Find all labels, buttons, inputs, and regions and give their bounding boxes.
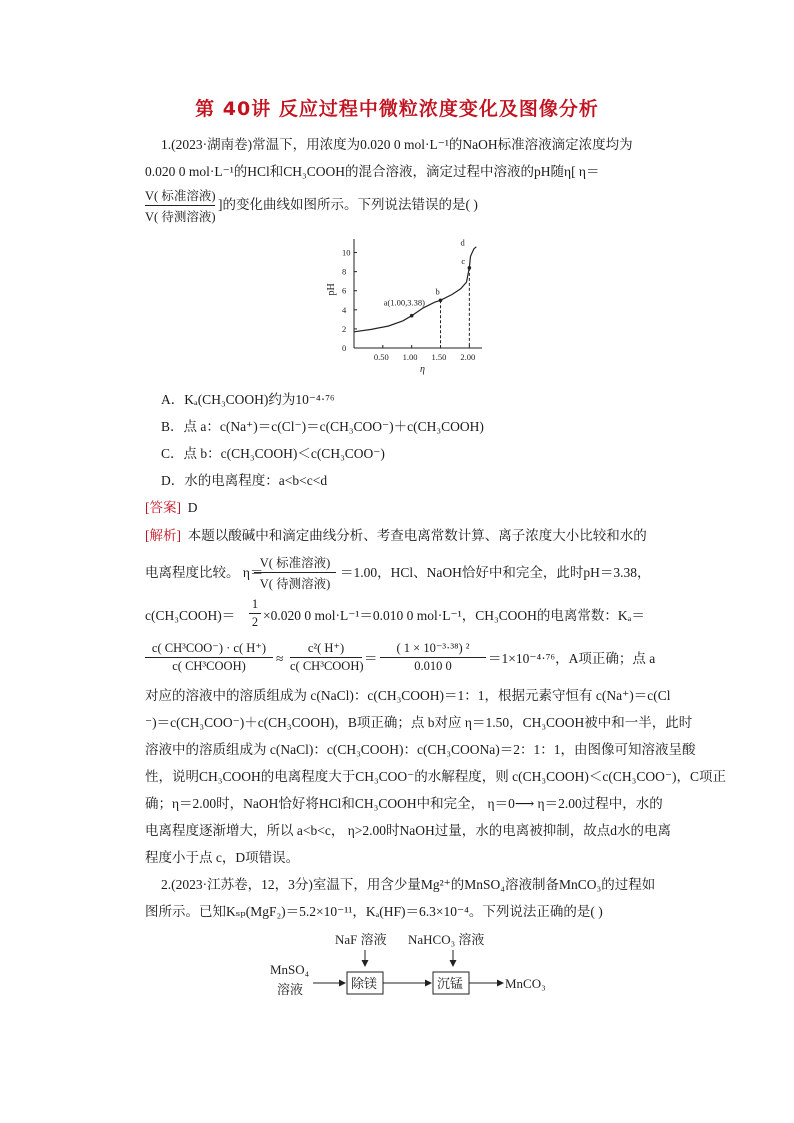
process-flow-diagram [265,928,565,1008]
x-tick-label: 1.50 [431,352,447,362]
ka3-num: ( 1 × 10⁻³·³⁸) ² [396,641,470,655]
half-fraction [249,597,261,630]
data-point [468,266,472,270]
analysis-line2-tail: ＝1.00，HCl、NaOH恰好中和完全，此时pH＝3.38， [340,565,651,580]
reagent2-label: NaHCO₃ 溶液 [408,932,485,947]
analysis-line6: ⁻)＝c(CH₃COO⁻)＋c(CH₃COOH)，B项正确；点 b对应 η＝1.50，CH₃COOH被中和一半，此时 [145,715,693,730]
q1-eta-fraction [145,186,215,225]
q1-line3: ]的变化曲线如图所示。下列说法错误的是( ) [218,197,478,212]
option-b: B．点 a：c(Na⁺)＝c(Cl⁻)＝c(CH₃COO⁻)＋c(CH₃COOH) [161,419,484,434]
q2-line1: 2.(2023·江苏卷，12，3分)室温下，用含少量Mg²⁺的MnSO₄溶液制备MnCO₃的过程如 [161,877,656,892]
box1-label: 除镁 [351,976,378,991]
ka-fraction-1 [145,640,273,674]
analysis-line9: 确；η＝2.00时，NaOH恰好将HCl和CH₃COOH中和完全， η＝0⟶ η＝2.00过程中，水的 [145,796,663,811]
chart-guides [441,268,470,348]
y-tick-label: 2 [342,323,347,334]
analysis-line3-head: c(CH₃COOH)＝ [145,608,236,623]
half-den: 2 [251,615,259,629]
analysis-line8: 性，说明CH₃COOH的电离程度大于CH₃COO⁻的水解程度，则 c(CH₃COOH)＜c(CH₃COO⁻)，C项正 [145,769,726,784]
analysis-line5: 对应的溶液中的溶质组成为 c(NaCl)：c(CH₃COOH)＝1：1，根据元素守恒有 c(Na⁺)＝c(Cl [145,688,671,703]
point-label: c [461,255,466,266]
q2-line2: 图所示。已知Kₛₚ(MgF₂)＝5.2×10⁻¹¹，Kₐ(HF)＝6.3×10⁻⁴。下列说法正确的是( ) [145,904,603,919]
data-point [410,314,414,318]
ka-tail: ＝1×10⁻⁴·⁷⁶，A项正确；点 a [488,651,656,666]
answer-value: D [187,500,198,515]
y-tick-label: 6 [342,285,347,296]
half-num: 1 [251,597,259,611]
q1-line2: 0.020 0 mol·L⁻¹的HCl和CH₃COOH的混合溶液，滴定过程中溶液的pH随η[ η＝ [145,164,600,179]
q1-frac-den: V( 待测溶液) [145,210,216,224]
titration-chart [328,235,488,375]
y-tick-label: 8 [342,266,347,277]
analysis-line7: 溶液中的溶质组成为 c(NaCl)：c(CH₃COOH)：c(CH₃COONa)＝2：1：1，由图像可知溶液呈酸 [145,742,696,757]
ka2-num: c²( H⁺) [307,641,345,655]
option-a: A．Kₐ(CH₃COOH)约为10⁻⁴·⁷⁶ [161,392,335,407]
y-tick-label: 4 [342,304,347,315]
page-title: 第 40讲 反应过程中微粒浓度变化及图像分析 [195,98,599,120]
answer-label: [答案] [145,500,181,515]
start-label-2: 溶液 [277,982,304,997]
data-point [439,298,443,302]
y-tick-label: 10 [342,247,351,258]
equal-sign: ＝ [364,651,378,666]
box2-label: 沉锰 [437,976,464,991]
analysis-line11: 程度小于点 c，D项错误。 [145,850,300,865]
point-label: d [460,237,465,248]
ka-fraction-2 [290,640,362,674]
answer-line [145,499,198,517]
y-tick-label: 0 [342,343,347,353]
start-label-1: MnSO₄ [270,962,310,977]
eta2-num: V( 标准溶液) [259,556,331,570]
analysis-line1 [145,527,647,545]
analysis-line10: 电离程度逐渐增大，所以 a<b<c， η>2.00时NaOH过量，水的电离被抑制，故点d水的电离 [145,823,671,838]
ka1-den: c( CH³COOH) [172,659,246,673]
analysis-line2-head: 电离程度比较。 η＝ [145,565,264,580]
ka1-num: c( CH³COO⁻) · c( H⁺) [151,641,267,655]
x-tick-label: 2.00 [460,352,476,362]
analysis-line3-tail: ×0.020 0 mol·L⁻¹＝0.010 0 mol·L⁻¹，CH₃COOH的电离常数：Kₐ＝ [263,608,645,623]
point-label: a(1.00,3.38) [383,297,425,308]
point-label: b [435,286,440,297]
analysis-text1: 本题以酸碱中和滴定曲线分析、考查电离常数计算、离子浓度大小比较和水的 [187,528,647,543]
reagent1-label: NaF 溶液 [335,932,387,947]
approx-sign: ≈ [276,651,284,666]
x-axis-label: η [420,364,425,375]
product-label: MnCO₃ [505,976,546,991]
y-axis-label: pH [326,283,337,296]
option-d: D．水的电离程度：a<b<c<d [161,473,328,488]
option-c: C．点 b：c(CH₃COOH)＜c(CH₃COO⁻) [161,446,385,461]
x-tick-label: 0.50 [373,352,389,362]
ka3-den: 0.010 0 [414,659,452,673]
eta2-den: V( 待测溶液) [259,577,331,591]
q1-frac-num: V( 标准溶液) [145,189,216,203]
titration-curve [354,247,476,332]
ka-fraction-3 [380,640,486,674]
q1-line1: 1.(2023·湖南卷)常温下，用浓度为0.020 0 mol·L⁻¹的NaOH标准溶液滴定浓度均为 [161,137,633,152]
x-tick-label: 1.00 [402,352,418,362]
ka2-den: c( CH³COOH) [290,659,364,673]
analysis-label: [解析] [145,528,181,543]
eta-fraction-2 [254,553,336,592]
